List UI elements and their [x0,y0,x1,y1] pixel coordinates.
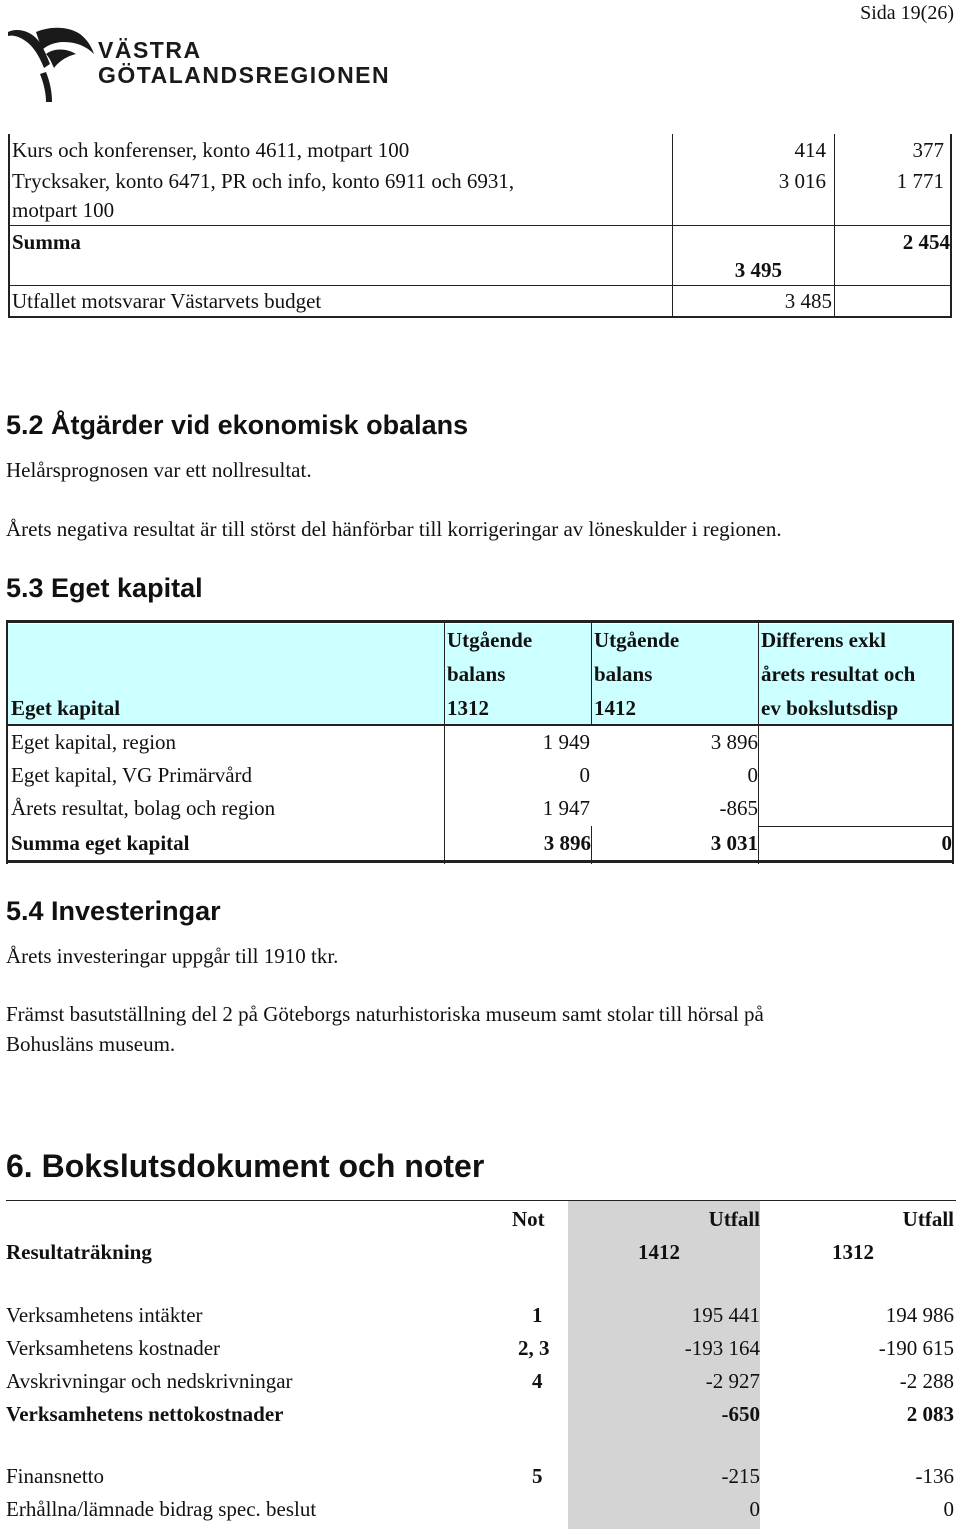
table-row-value: -2 927 [705,1369,760,1393]
table-row-label: Erhållna/lämnade bidrag spec. beslut [6,1497,317,1521]
table-row-value: -2 288 [899,1369,954,1393]
column-header: 1312 [832,1240,874,1264]
summa-label: Summa eget kapital [11,831,190,855]
column-header: 1312 [447,696,489,720]
summa-value: 3 495 [734,258,782,282]
table-row-value: 1 949 [542,730,590,754]
column-header: balans [594,662,653,686]
paragraph: Främst basutställning del 2 på Göteborgs naturhistoriska museum samt stolar till hörsal på [6,1002,764,1026]
page-number: Sida 19(26) [860,2,954,24]
paragraph: Bohusläns museum. [6,1032,176,1056]
table-row-label: Utfallet motsvarar Västarvets budget [12,289,322,313]
table-row-value: -650 [721,1402,760,1426]
table-row-label: Eget kapital, region [11,730,177,754]
column-header: Not [512,1207,545,1231]
table-row-value: 414 [794,138,826,162]
table-row-label: Avskrivningar och nedskrivningar [6,1369,293,1393]
table-row-value: 195 441 [691,1303,760,1327]
column-header: 1412 [638,1240,680,1264]
section-heading-5-3: 5.3 Eget kapital [6,573,203,603]
income-statement-table [6,1200,956,1529]
column-header: Differens exkl [761,628,887,652]
note-ref: 4 [532,1369,543,1393]
table-row-label-cont: motpart 100 [12,198,115,222]
table-row-value: -136 [915,1464,954,1488]
table-row-label: Kurs och konferenser, konto 4611, motpart 100 [12,138,410,162]
table-row-value: 3 485 [784,289,832,313]
table-row-label: Verksamhetens intäkter [6,1303,203,1327]
table-row-value: 3 016 [778,169,826,193]
table-row-label: Verksamhetens nettokostnader [6,1402,284,1426]
table-row-value: 1 947 [542,796,590,820]
summa-value: 2 454 [902,230,950,254]
table-row-value: 0 [579,763,590,787]
column-header: 1412 [594,696,636,720]
summa-value: 3 896 [543,831,591,855]
table-row-value: -193 164 [684,1336,760,1360]
summa-value: 3 031 [710,831,758,855]
table-row-value: 194 986 [885,1303,954,1327]
table-row-value: 2 083 [906,1402,954,1426]
logo-line2: GÖTALANDSREGIONEN [98,62,391,88]
table-row-label: Finansnetto [6,1464,104,1488]
summa-label: Summa [12,230,81,254]
cost-table [8,134,952,318]
column-header: Utfall [708,1207,760,1231]
paragraph: Årets investeringar uppgår till 1910 tkr. [6,944,339,968]
section-heading-6: 6. Bokslutsdokument och noter [6,1148,485,1184]
column-header: balans [447,662,506,686]
section-heading-5-2: 5.2 Åtgärder vid ekonomisk obalans [6,410,469,440]
table-row-label: Verksamhetens kostnader [6,1336,221,1360]
column-header: Eget kapital [11,696,121,720]
column-header: årets resultat och [761,662,916,686]
table-row-value: -215 [721,1464,760,1488]
column-header: Utgående [594,628,680,652]
table-row-label: Trycksaker, konto 6471, PR och info, konto 6911 och 6931, [12,169,515,193]
table-row-value: -865 [719,796,758,820]
table-row-value: 3 896 [710,730,758,754]
logo-line1: VÄSTRA [98,37,202,63]
summa-value: 0 [941,831,952,855]
column-header: ev bokslutsdisp [761,696,899,720]
table-row-value: 1 771 [896,169,944,193]
paragraph: Helårsprognosen var ett nollresultat. [6,458,312,482]
column-header: Resultaträkning [6,1240,152,1264]
note-ref: 1 [532,1303,543,1327]
table-row-label: Årets resultat, bolag och region [11,796,276,820]
logo-text [98,38,390,88]
table-row-value: 0 [943,1497,954,1521]
column-header: Utgående [447,628,533,652]
table-row-value: 0 [749,1497,760,1521]
vgr-emblem-icon [6,24,98,104]
paragraph: Årets negativa resultat är till störst del hänförbar till korrigeringar av löneskulder i regionen. [6,517,782,541]
table-row-label: Eget kapital, VG Primärvård [11,763,253,787]
equity-table [6,620,954,864]
table-row-value: -190 615 [878,1336,954,1360]
note-ref: 2, 3 [518,1336,550,1360]
table-row-value: 377 [912,138,944,162]
note-ref: 5 [532,1464,543,1488]
section-heading-5-4: 5.4 Investeringar [6,896,221,926]
table-row-value: 0 [747,763,758,787]
column-header: Utfall [902,1207,954,1231]
